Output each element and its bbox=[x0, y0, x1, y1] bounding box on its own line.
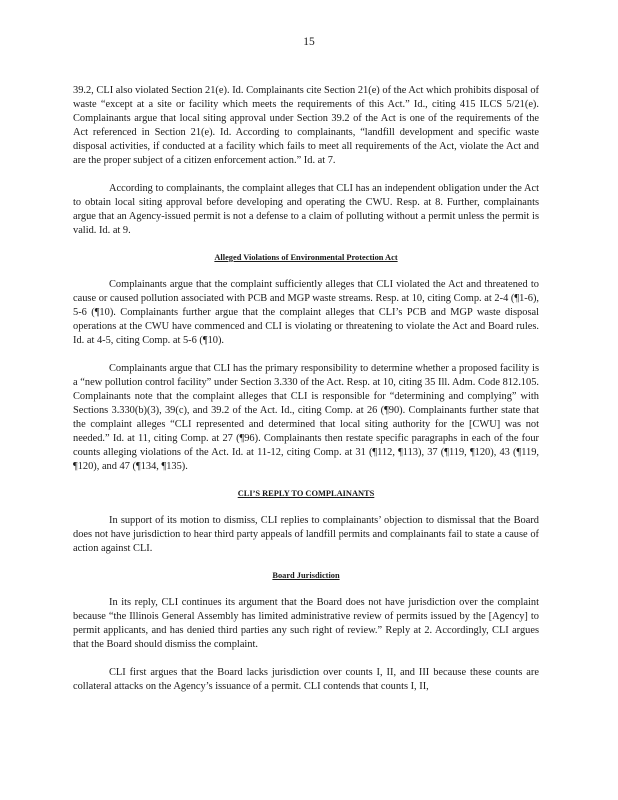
section-heading-cli-reply bbox=[73, 488, 539, 500]
document-body bbox=[73, 84, 539, 708]
heading-text: CLI’S REPLY TO COMPLAINANTS bbox=[237, 489, 375, 498]
paragraph-section-21e: 39.2, CLI also violated Section 21(e). Id. Complainants cite Section 21(e) of the Act which prohibits disposal of waste “except at a site or facility which meets the requirements of this Act.” Id., citing 415 ILCS 5/21(e). Complainants argue that local siting approval under Section 39.2 of the Act is one of the requirements of the Act referenced in Section 21(e). Id. According to complainants, “landfill development and specific waste disposal activities, if conducted at a facility which fails to meet all requirements of the Act, violate the Act and are the proper subject of a citizen enforcement action.” Id. at 7. bbox=[73, 85, 539, 166]
paragraph-limited-review: In its reply, CLI continues its argument that the Board does not have jurisdiction over the complaint because “the Illinois General Assembly has limited administrative review of permits issued by the [Agency] to permit applicants, and has denied third parties any such right of review.” Reply at 2. Accordingly, CLI argues that the Board should dismiss the complaint. bbox=[73, 597, 539, 650]
heading-text: Board Jurisdiction bbox=[272, 571, 340, 580]
paragraph-motion-to-dismiss: In support of its motion to dismiss, CLI replies to complainants’ objection to dismissal that the Board does not have jurisdiction to hear third party appeals of landfill permits and complainants fail to state a cause of action against CLI. bbox=[73, 515, 539, 554]
section-heading-board-jurisdiction bbox=[73, 570, 539, 582]
page-number: 15 bbox=[303, 36, 315, 48]
paragraph-primary-responsibility: Complainants argue that CLI has the primary responsibility to determine whether a proposed facility is a “new pollution control facility” under Section 3.330 of the Act. Resp. at 10, citing 35 Ill. Adm. Code 812.105. Complainants note that the complaint alleges that CLI is responsible for “determining and complying” with Sections 3.330(b)(3), 39(c), and 39.2 of the Act. Id., citing Comp. at 26 (¶90). Complainants further state that the complaint alleges “CLI represented and determined that local siting authority for the [CWU] was not needed.” Id. at 11, citing Comp. at 27 (¶96). Complainants then restate specific paragraphs in each of the four counts alleging violations of the Act. Id. at 11-12, citing Comp. at 31 (¶112, ¶113), 37 (¶119, ¶120), 43 (¶119, ¶120), and 47 (¶134, ¶135). bbox=[73, 363, 539, 472]
section-heading-alleged-violations bbox=[73, 252, 539, 264]
heading-text: Alleged Violations of Environmental Protection Act bbox=[214, 253, 398, 262]
paragraph-independent-obligation: According to complainants, the complaint alleges that CLI has an independent obligation under the Act to obtain local siting approval before developing and operating the CWU. Resp. at 8. Further, complainants argue that an Agency-issued permit is not a defense to a claim of polluting without a permit unless the permit is valid. Id. at 9. bbox=[73, 183, 539, 236]
paragraph-pcb-mgp-violations: Complainants argue that the complaint sufficiently alleges that CLI violated the Act and threatened to cause or caused pollution associated with PCB and MGP waste streams. Resp. at 10, citing Comp. at 2-4 (¶1-6), 5-6 (¶10). Complainants further argue that the complaint alleges that CLI’s PCB and MGP waste disposal operations at the CWU have commenced and CLI is violating or threatening to violate the Act and Board rules. Id. at 4-5, citing Comp. at 5-6 (¶10). bbox=[73, 279, 539, 346]
paragraph-collateral-attack: CLI first argues that the Board lacks jurisdiction over counts I, II, and III because these counts are collateral attacks on the Agency’s issuance of a permit. CLI contends that counts I, II, bbox=[73, 667, 539, 692]
